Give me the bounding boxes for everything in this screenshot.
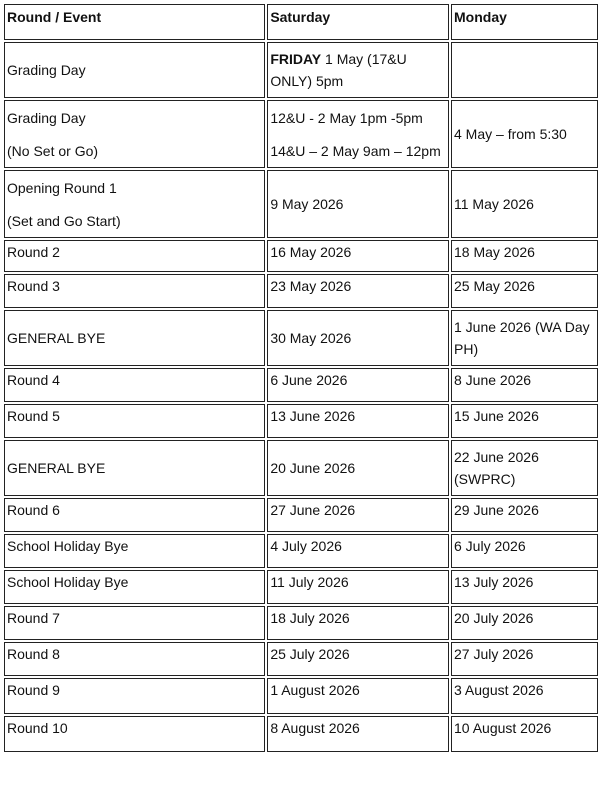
- table-row: [4, 534, 598, 568]
- saturday-text: 1 May (17&U ONLY) 5pm: [270, 51, 407, 89]
- table-row: [4, 440, 598, 496]
- saturday-cell: 18 July 2026: [267, 606, 449, 640]
- monday-cell: 3 August 2026: [451, 678, 598, 714]
- saturday-line: 12&U - 2 May 1pm -5pm: [270, 109, 423, 126]
- saturday-cell: 8 August 2026: [267, 716, 449, 752]
- monday-cell: 4 May – from 5:30: [451, 100, 598, 168]
- saturday-line: 14&U – 2 May 9am – 12pm: [270, 142, 441, 159]
- saturday-cell: 9 May 2026: [267, 170, 449, 238]
- monday-cell: [451, 42, 598, 98]
- monday-cell: 13 July 2026: [451, 570, 598, 604]
- monday-cell: 10 August 2026: [451, 716, 598, 752]
- saturday-cell: 13 June 2026: [267, 404, 449, 438]
- event-cell: GENERAL BYE: [4, 310, 265, 366]
- table-row: [4, 570, 598, 604]
- monday-cell: 1 June 2026 (WA Day PH): [451, 310, 598, 366]
- event-line: Grading Day: [7, 109, 86, 126]
- table-row: [4, 170, 598, 238]
- saturday-cell: 27 June 2026: [267, 498, 449, 532]
- table-row: [4, 310, 598, 366]
- saturday-cell: 11 July 2026: [267, 570, 449, 604]
- event-line: (Set and Go Start): [7, 212, 121, 229]
- event-cell: Round 2: [4, 240, 265, 272]
- monday-cell: 27 July 2026: [451, 642, 598, 676]
- saturday-cell: 23 May 2026: [267, 274, 449, 308]
- table-row: [4, 498, 598, 532]
- event-cell: Round 9: [4, 678, 265, 714]
- table-row: [4, 642, 598, 676]
- event-cell: Round 4: [4, 368, 265, 402]
- monday-cell: 11 May 2026: [451, 170, 598, 238]
- event-cell: Round 8: [4, 642, 265, 676]
- schedule-table: [2, 2, 600, 754]
- table-row: [4, 716, 598, 752]
- event-cell: Round 6: [4, 498, 265, 532]
- table-row: [4, 678, 598, 714]
- table-row: [4, 404, 598, 438]
- event-cell: [4, 170, 265, 238]
- monday-cell: 18 May 2026: [451, 240, 598, 272]
- monday-cell: 20 July 2026: [451, 606, 598, 640]
- saturday-cell: 1 August 2026: [267, 678, 449, 714]
- event-cell: Round 7: [4, 606, 265, 640]
- table-row: [4, 240, 598, 272]
- table-row: [4, 606, 598, 640]
- event-cell: Round 10: [4, 716, 265, 752]
- saturday-cell: [267, 100, 449, 168]
- monday-cell: 22 June 2026 (SWPRC): [451, 440, 598, 496]
- monday-cell: 15 June 2026: [451, 404, 598, 438]
- header-round-event: Round / Event: [4, 4, 265, 40]
- table-row: [4, 42, 598, 98]
- event-line: Opening Round 1: [7, 179, 117, 196]
- table-row: [4, 100, 598, 168]
- monday-cell: 6 July 2026: [451, 534, 598, 568]
- table-row: [4, 368, 598, 402]
- event-cell: Round 3: [4, 274, 265, 308]
- event-cell: Round 5: [4, 404, 265, 438]
- monday-cell: 8 June 2026: [451, 368, 598, 402]
- saturday-cell: 16 May 2026: [267, 240, 449, 272]
- event-cell: [4, 100, 265, 168]
- event-cell: School Holiday Bye: [4, 534, 265, 568]
- table-row: [4, 274, 598, 308]
- event-cell: Grading Day: [4, 42, 265, 98]
- event-cell: School Holiday Bye: [4, 570, 265, 604]
- monday-cell: 25 May 2026: [451, 274, 598, 308]
- event-line: (No Set or Go): [7, 142, 99, 159]
- saturday-cell: 30 May 2026: [267, 310, 449, 366]
- header-monday: Monday: [451, 4, 598, 40]
- header-saturday: Saturday: [267, 4, 449, 40]
- header-row: [4, 4, 598, 40]
- saturday-cell: [267, 42, 449, 98]
- monday-cell: 29 June 2026: [451, 498, 598, 532]
- saturday-cell: 6 June 2026: [267, 368, 449, 402]
- saturday-cell: 4 July 2026: [267, 534, 449, 568]
- event-cell: GENERAL BYE: [4, 440, 265, 496]
- saturday-cell: 25 July 2026: [267, 642, 449, 676]
- friday-label: FRIDAY: [270, 51, 322, 67]
- saturday-cell: 20 June 2026: [267, 440, 449, 496]
